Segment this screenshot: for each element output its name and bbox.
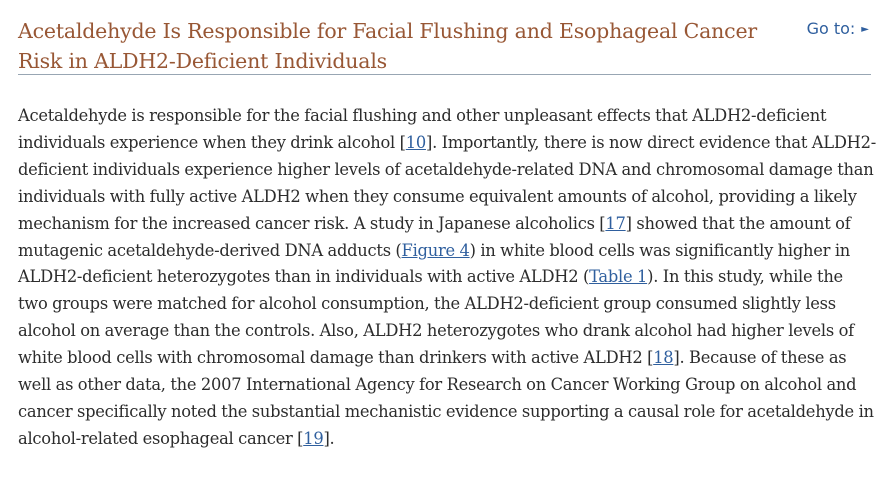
section-header [18,14,871,75]
text-run: ]. Importantly, there is now direct evidence that ALDH2-deficient individuals experience higher levels of acetaldehyde-related DNA and chromosomal damage than individuals with fully active ALDH2 when they consume equivalent amounts of alcohol, providing a likely mechanism for the increased cancer risk. A study in Japanese alcoholics [ [18,132,876,233]
text-run: Acetaldehyde is responsible for the facial flushing and other unpleasant effects that ALDH2-deficient individuals experience when they drink alcohol [ [18,106,827,152]
text-run: ). In this study, while the two groups were matched for alcohol consumption, the ALDH2-deficient group consumed slightly less alcohol on average than the controls. Also, ALDH2 heterozygotes who drank alcohol had higher levels of white blood cells with chromosomal damage than drinkers with active ALDH2 [ [18,267,854,368]
right-triangle-icon: ► [861,24,869,35]
text-run: ) in white blood cells was significantly higher in ALDH2-deficient heterozygotes than in individuals with active ALDH2 ( [18,240,851,287]
figure-4-link[interactable]: Figure 4 [401,240,470,260]
table-1-link[interactable]: Table 1 [589,267,648,287]
citation-link-10[interactable]: 10 [405,132,426,152]
citation-link-18[interactable]: 18 [653,348,674,368]
citation-link-17[interactable]: 17 [605,213,626,233]
section-paragraph [18,103,876,453]
text-run: ]. Because of these as well as other data, the 2007 International Agency for Research on Cancer Working Group on alcohol and cancer specifically noted the substantial mechanistic evidence supporting a causal role for acetaldehyde in alcohol-related esophageal cancer [ [18,348,874,448]
text-run: ] showed that the amount of mutagenic acetaldehyde-derived DNA adducts ( [18,213,851,260]
text-run: ]. [323,428,335,448]
goto-label: Go to: [806,19,856,38]
citation-link-19[interactable]: 19 [303,428,324,448]
section-title: Acetaldehyde Is Responsible for Facial Flushing and Esophageal Cancer Risk in ALDH2-Deficient Individuals [18,19,757,73]
goto-menu[interactable] [807,18,869,41]
